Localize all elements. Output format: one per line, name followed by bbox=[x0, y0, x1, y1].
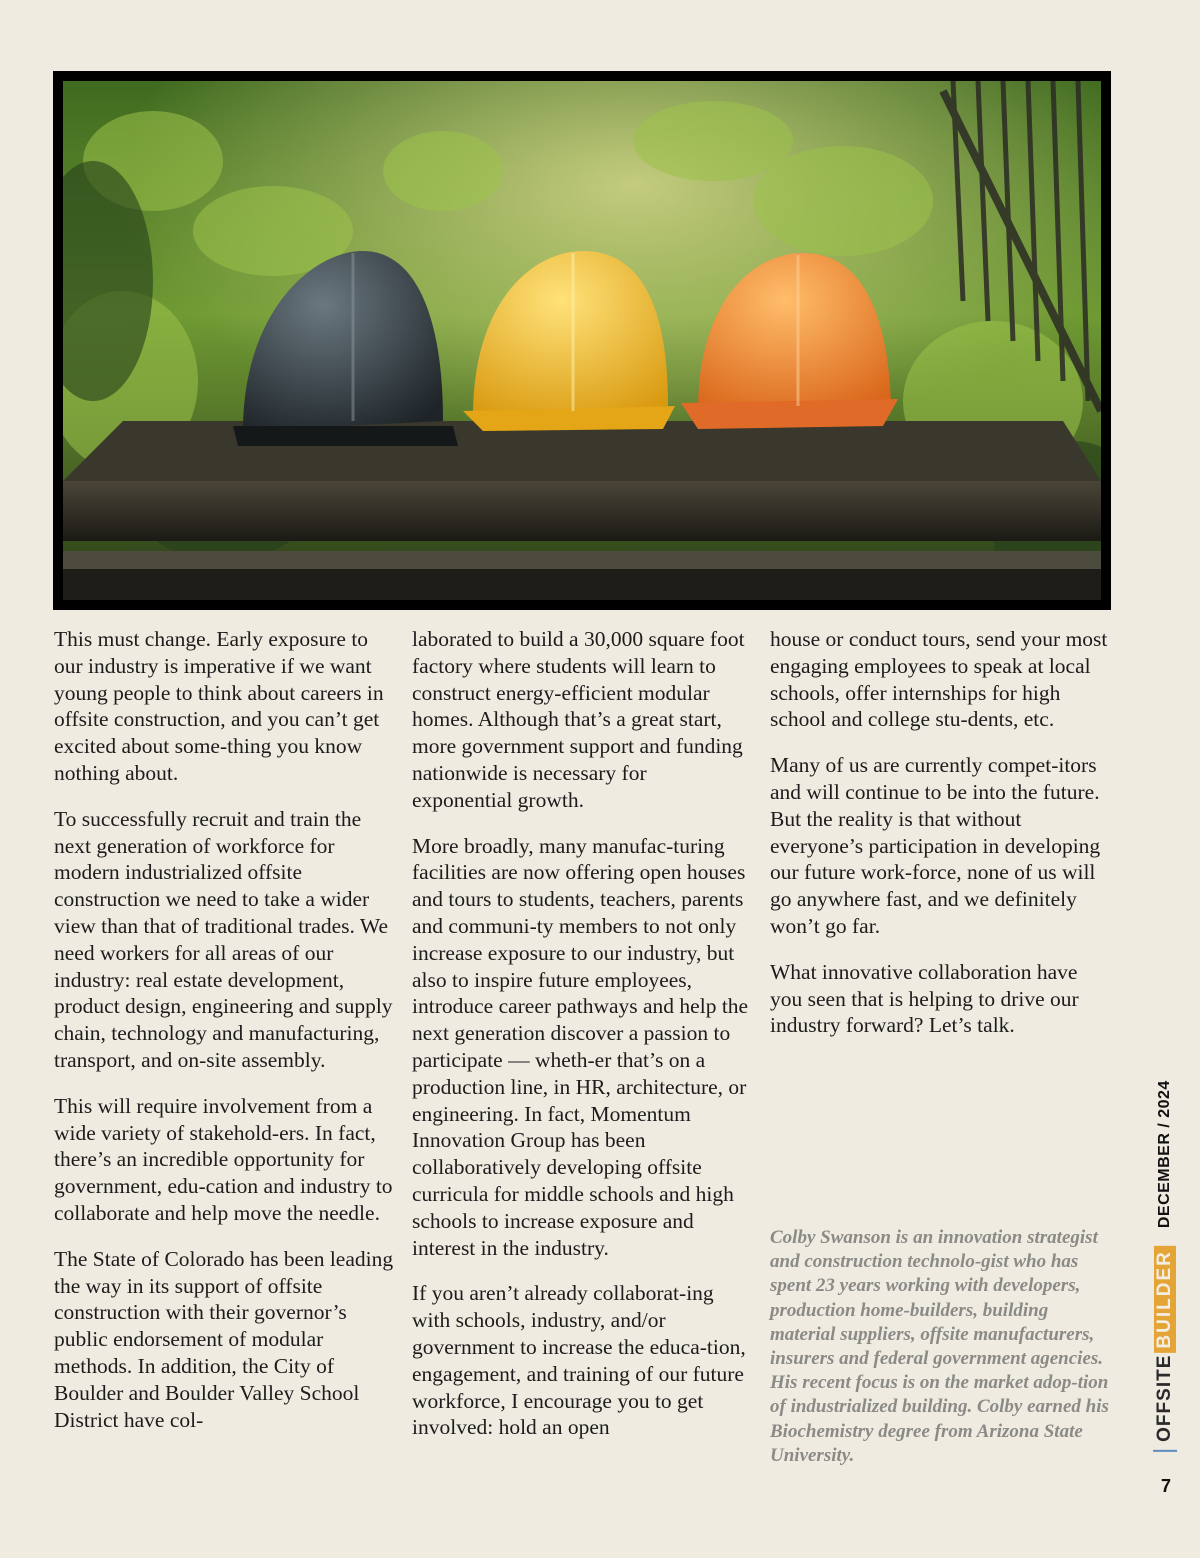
issue-date: DECEMBER / 2024 bbox=[1156, 1080, 1173, 1229]
paragraph: Many of us are currently compet-itors and will continue to be into the future. But the reality is that without everyone’s participation in developing our future work-force, none of us will go anywhere fast, and we definitely won’t go far. bbox=[770, 753, 1101, 938]
article-column-1 bbox=[54, 626, 394, 1452]
paragraph: More broadly, many manufac-turing facilities are now offering open houses and tours to students, teachers, parents and communi-ty members to not only increase exposure to our industry, but also to inspire future employees, introduce career pathways and help the next generation discover a passion to participate — wheth-er that’s on a production line, in HR, architecture, or engineering. In fact, Momentum Innovation Group has been collaboratively developing offsite curricula for middle schools and high schools to increase exposure and interest in the industry. bbox=[412, 833, 749, 1260]
paragraph: What innovative collaboration have you seen that is helping to drive our industry forward? Let’s talk. bbox=[770, 959, 1079, 1038]
paragraph: The State of Colorado has been leading the way in its support of offsite construction with their governor’s public endorsement of modular methods. In addition, the City of Boulder and Boulder Valley School District have col- bbox=[54, 1246, 394, 1432]
logo-word-builder: BUILDER bbox=[1154, 1246, 1176, 1352]
hard-hats-photo bbox=[63, 81, 1101, 600]
paragraph: To successfully recruit and train the next generation of workforce for modern industrialized offsite construction we need to take a wider view than that of traditional trades. We need workers for all areas of our industry: real estate development, product design, engineering and supply chain, technology and manufacturing, transport, and on-site assembly. bbox=[54, 806, 393, 1072]
hero-photo-frame bbox=[53, 71, 1111, 610]
author-bio: Colby Swanson is an innovation strategist and construction technolo-gist who has spent 23 years working with developers, production home-builders, building material suppliers, offsite manufacturers, insurers and federal government agencies. His recent focus is on the market adop-tion of industrialized building. Colby earned his Biochemistry degree from Arizona State University. bbox=[770, 1227, 1109, 1466]
offsite-builder-logo bbox=[1153, 1246, 1177, 1452]
paragraph: This must change. Early exposure to our industry is imperative if we want young people to think about careers in offsite construction, and you can’t get excited about some-thing you know nothing about. bbox=[54, 627, 384, 785]
logo-divider bbox=[1153, 1450, 1177, 1452]
paragraph: This will require involvement from a wide variety of stakehold-ers. In fact, there’s an incredible opportunity for government, edu-cation and industry to collaborate and help move the needle. bbox=[54, 1093, 393, 1225]
side-rail bbox=[1150, 1080, 1180, 1452]
page-number: 7 bbox=[1160, 1476, 1171, 1496]
article-column-3 bbox=[770, 626, 1115, 1058]
paragraph: If you aren’t already collaborat-ing with schools, industry, and/or government to increase the educa-tion, engagement, and training of our future workforce, I encourage you to get involved: hold an open bbox=[412, 1281, 746, 1440]
article-column-2 bbox=[412, 626, 752, 1460]
paragraph: house or conduct tours, send your most engaging employees to speak at local schools, offer internships for high school and college stu-dents, etc. bbox=[770, 627, 1108, 732]
logo-word-offsite: OFFSITE bbox=[1154, 1354, 1175, 1442]
paragraph: laborated to build a 30,000 square foot factory where students will learn to construct energy-efficient modular homes. Although that’s a great start, more government support and funding nationwide is necessary for exponential growth. bbox=[412, 627, 745, 812]
